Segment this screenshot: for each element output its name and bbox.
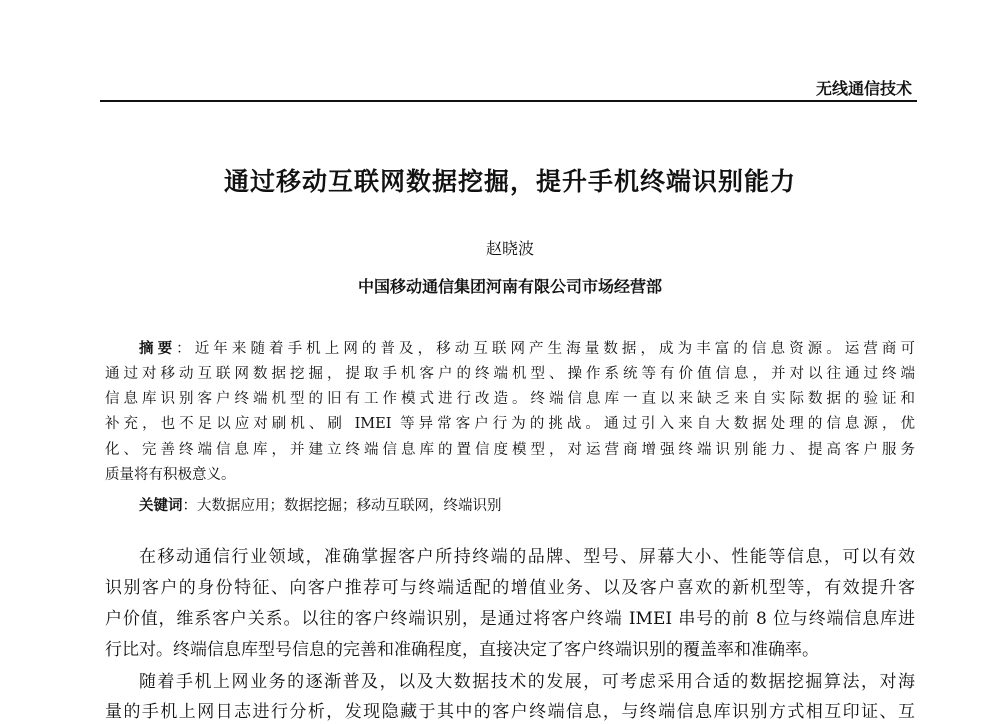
body-line: 随着手机上网业务的逐渐普及，以及大数据技术的发展，可考虑采用合适的数据挖掘算法，对海	[139, 672, 915, 692]
article-author: 赵晓波	[485, 239, 534, 258]
abstract-line: 信息库识别客户终端机型的旧有工作模式进行改造。终端信息库一直以来缺乏来自实际数据的验证和	[105, 391, 915, 407]
abstract-line: 化、完善终端信息库，并建立终端信息库的置信度模型，对运营商增强终端识别能力、提高客户服务	[105, 442, 915, 458]
abstract-label: 摘要	[139, 341, 177, 357]
abstract-line: 通过对移动互联网数据挖掘，提取手机客户的终端机型、操作系统等有价值信息，并对以往通过终端	[105, 366, 915, 382]
keywords-line	[139, 496, 915, 516]
abstract-line: 补充，也不足以应对刷机、刷 IMEI 等异常客户行为的挑战。通过引入来自大数据处理的信息源，优	[105, 416, 915, 432]
header-rule	[100, 100, 917, 102]
body-line: 量的手机上网日志进行分析，发现隐藏于其中的客户终端信息，与终端信息库识别方式相互印证、互	[105, 702, 915, 722]
author-affiliation: 中国移动通信集团河南有限公司市场经营部	[357, 277, 662, 296]
abstract-line: 质量将有积极意义。	[105, 467, 236, 483]
keywords-label: 关键词	[139, 498, 183, 514]
abstract-text: ：近年来随着手机上网的普及，移动互联网产生海量数据，成为丰富的信息资源。运营商可	[176, 341, 916, 357]
article-title: 通过移动互联网数据挖掘，提升手机终端识别能力	[223, 167, 796, 196]
body-line: 行比对。终端信息库型号信息的完善和准确程度，直接决定了客户终端识别的覆盖率和准确率。	[105, 640, 819, 660]
body-line: 在移动通信行业领域，准确掌握客户所持终端的品牌、型号、屏幕大小、性能等信息，可以有效	[139, 547, 915, 567]
abstract-line	[139, 339, 915, 359]
journal-section-header: 无线通信技术	[815, 79, 912, 98]
body-line: 识别客户的身份特征、向客户推荐可与终端适配的增值业务、以及客户喜欢的新机型等，有效提升客	[105, 578, 915, 598]
body-line: 户价值，维系客户关系。以往的客户终端识别，是通过将客户终端 IMEI 串号的前 8 位与终端信息库进	[105, 609, 915, 629]
keywords-text: ：大数据应用；数据挖掘；移动互联网，终端识别	[182, 498, 502, 514]
